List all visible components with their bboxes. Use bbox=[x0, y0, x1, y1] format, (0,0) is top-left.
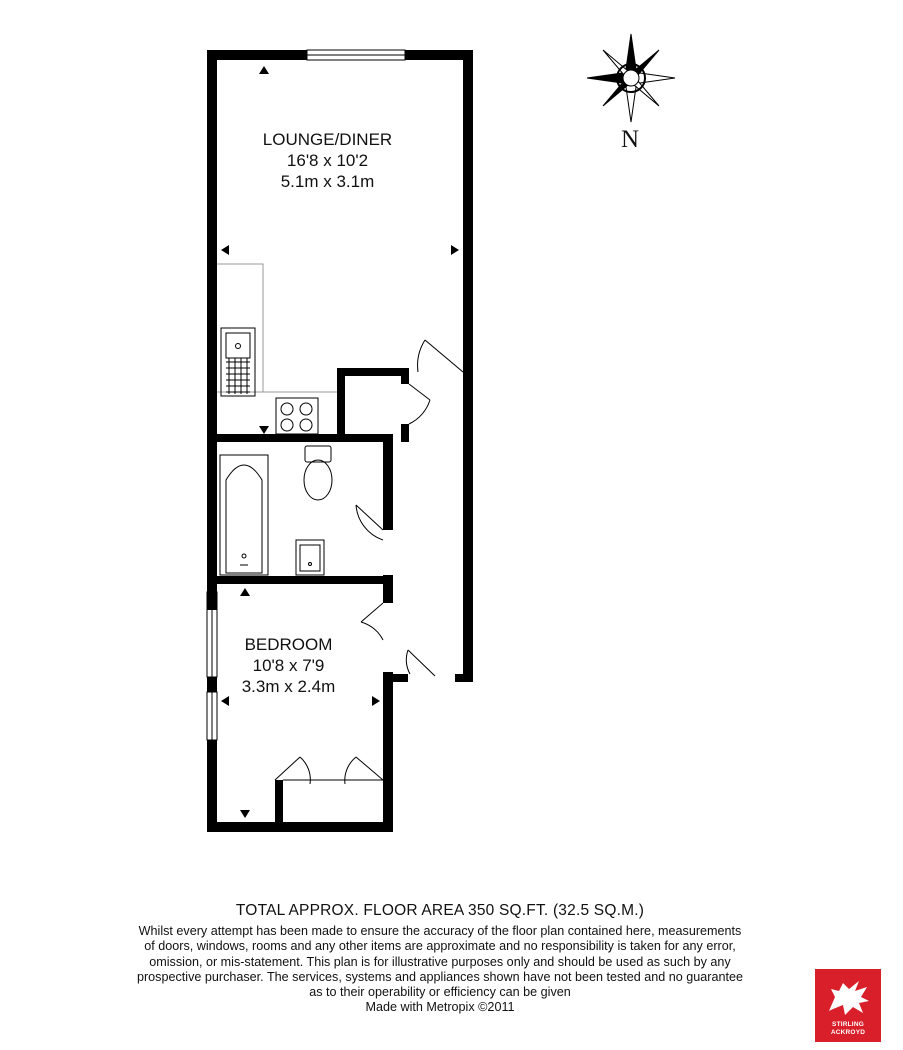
lounge-metric: 5.1m x 3.1m bbox=[280, 172, 375, 191]
disclaimer-line: as to their operability or efficiency can be given bbox=[309, 985, 571, 1000]
lounge-name: LOUNGE/DINER bbox=[262, 130, 393, 149]
cupboard-top-wall bbox=[337, 368, 409, 376]
wall-right-return bbox=[455, 674, 473, 682]
disclaimer-line: Whilst every attempt has been made to ensure the accuracy of the floor plan contained here, measurements bbox=[138, 924, 742, 938]
wall-top-right bbox=[405, 50, 473, 60]
wall-hall-left-upper bbox=[383, 440, 393, 530]
arrow-lounge-bottom bbox=[259, 426, 269, 434]
internal-walls bbox=[207, 368, 409, 584]
griffin-icon bbox=[815, 971, 881, 1021]
wall-left-bedroom bbox=[207, 740, 217, 832]
cupboard-left-wall bbox=[337, 368, 345, 440]
wardrobe bbox=[275, 780, 383, 824]
bedroom-label bbox=[196, 634, 381, 697]
logo-line2: ACKROYD bbox=[830, 1029, 866, 1036]
kitchen-sink bbox=[221, 328, 255, 396]
hob bbox=[276, 398, 318, 434]
arrow-bedroom-left bbox=[221, 696, 229, 706]
disclaimer-line: omission, or mis-statement. This plan is for illustrative purposes only and should be used as such by any bbox=[149, 954, 731, 969]
disclaimer bbox=[90, 924, 790, 1016]
bedroom-name: BEDROOM bbox=[244, 635, 333, 654]
wall-top-left bbox=[207, 50, 307, 60]
bathtub bbox=[220, 455, 268, 575]
wall-kitchen-bath bbox=[207, 434, 393, 442]
wall-bottom bbox=[207, 822, 393, 832]
bedroom-imperial: 10'8 x 7'9 bbox=[252, 656, 325, 675]
wall-bedroom-right-cap bbox=[383, 674, 408, 682]
metropix-credit: Made with Metropix ©2011 bbox=[365, 1000, 515, 1015]
arrow-lounge-top bbox=[259, 66, 269, 74]
arrow-lounge-right bbox=[451, 245, 459, 255]
doors bbox=[275, 340, 463, 784]
arrow-bedroom-top bbox=[240, 588, 250, 596]
cupboard-right-wall-top bbox=[401, 368, 409, 384]
arrow-lounge-left bbox=[221, 245, 229, 255]
total-floor-area: TOTAL APPROX. FLOOR AREA 350 SQ.FT. (32.5 SQ.M.) bbox=[235, 902, 645, 919]
wall-bedroom-right bbox=[383, 672, 393, 832]
arrow-bedroom-bottom bbox=[240, 810, 250, 818]
wall-right-lower bbox=[463, 372, 473, 682]
compass-north-label: N bbox=[620, 126, 640, 153]
disclaimer-line: of doors, windows, rooms and any other items are approximate and no responsibility is taken for any error, bbox=[144, 939, 736, 954]
washbasin bbox=[296, 540, 324, 575]
cupboard-right-wall-bottom bbox=[401, 424, 409, 442]
wall-right bbox=[463, 50, 473, 372]
lounge-imperial: 16'8 x 10'2 bbox=[286, 151, 369, 170]
lounge-window bbox=[307, 50, 405, 60]
wall-bath-bedroom bbox=[207, 576, 393, 584]
stirling-ackroyd-logo[interactable] bbox=[815, 969, 881, 1042]
arrow-bedroom-right bbox=[372, 696, 380, 706]
wall-left-lounge bbox=[207, 50, 217, 610]
disclaimer-line: prospective purchaser. The services, systems and appliances shown have not been tested and no guarantee bbox=[136, 969, 744, 984]
compass-icon bbox=[587, 34, 675, 122]
logo-line1: STIRLING bbox=[832, 1021, 864, 1028]
toilet bbox=[304, 446, 332, 500]
lounge-diner-label bbox=[230, 129, 425, 192]
bedroom-metric: 3.3m x 2.4m bbox=[241, 677, 336, 696]
